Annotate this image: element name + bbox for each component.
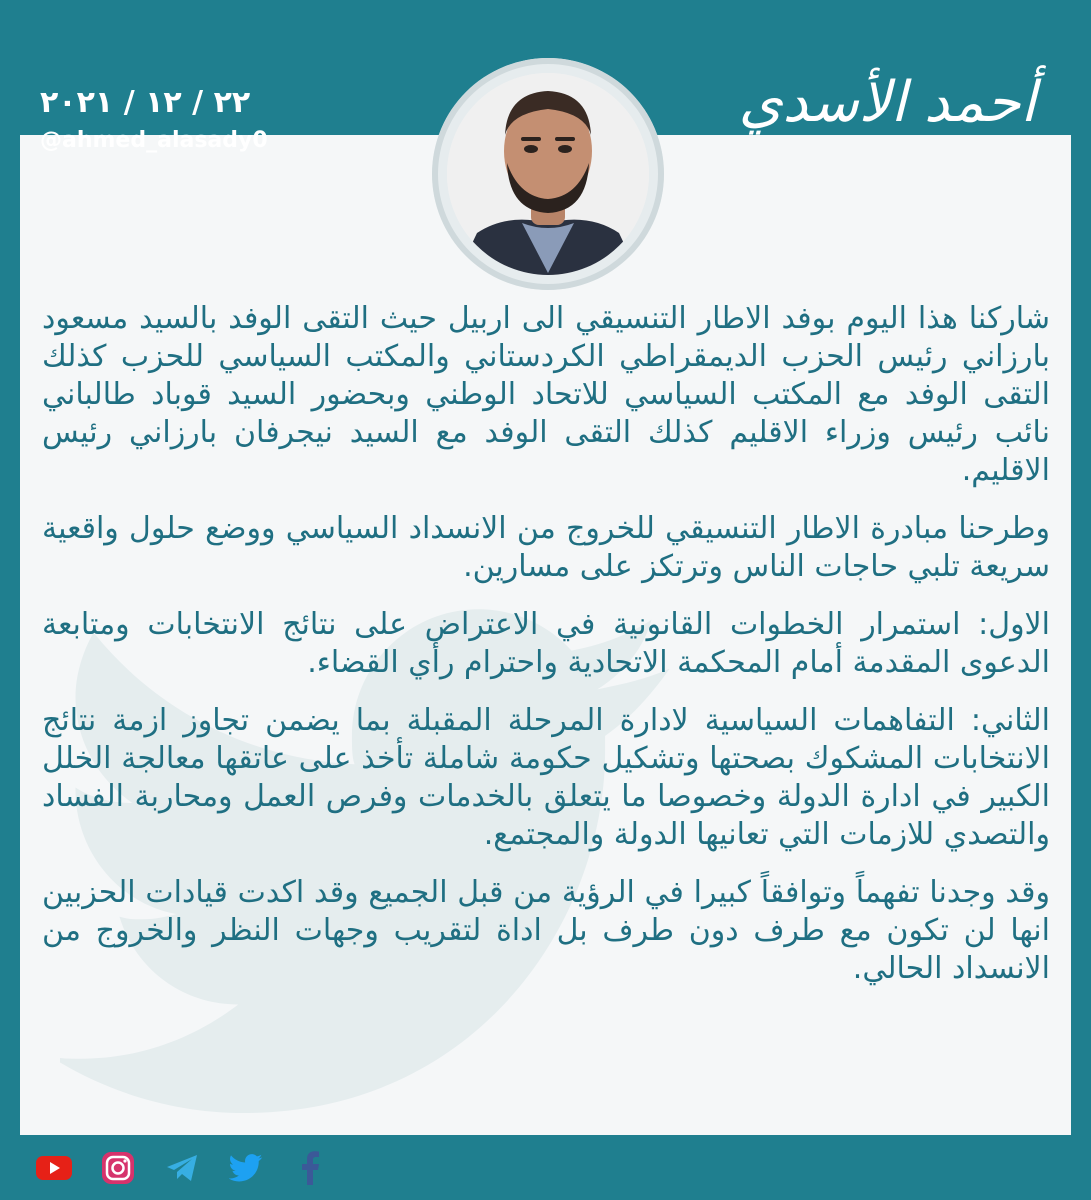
paragraph-5: وقد وجدنا تفهماً وتوافقاً كبيرا في الرؤية من قبل الجميع وقد اكدت قيادات الحزبين انها لن تكون مع طرف دون طرف بل اداة لتقريب وجهات النظر والخروج من الانسداد الحالي. — [42, 875, 1050, 986]
youtube-icon[interactable] — [36, 1150, 72, 1186]
social-links — [36, 1148, 328, 1188]
twitter-handle[interactable]: @ahmed_alasady0 — [40, 128, 268, 153]
post-body — [42, 300, 1050, 1008]
post-date: ٢٢ / ١٢ / ٢٠٢١ — [40, 85, 251, 120]
twitter-icon[interactable] — [228, 1150, 264, 1186]
paragraph-2: وطرحنا مبادرة الاطار التنسيقي للخروج من الانسداد السياسي ووضع حلول واقعية سريعة تلبي حاجات الناس وترتكز على مسارين. — [42, 511, 1050, 584]
paragraph-4: الثاني: التفاهمات السياسية لادارة المرحلة المقبلة بما يضمن تجاوز ازمة نتائج الانتخابات المشكوك بصحتها وتشكيل حكومة شاملة تأخذ على عاتقها معالجة الخلل الكبير في ادارة الدولة وخصوصا ما يتعلق بالخدمات وفرص العمل ومحاربة الفساد والتصدي للازمات التي تعانيها الدولة والمجتمع. — [42, 703, 1050, 852]
facebook-icon[interactable] — [292, 1150, 328, 1186]
telegram-icon[interactable] — [164, 1150, 200, 1186]
instagram-icon[interactable] — [100, 1150, 136, 1186]
paragraph-3: الاول: استمرار الخطوات القانونية في الاعتراض على نتائج الانتخابات ومتابعة الدعوى المقدمة أمام المحكمة الاتحادية واحترام رأي القضاء. — [42, 607, 1050, 680]
paragraph-1: شاركنا هذا اليوم بوفد الاطار التنسيقي الى اربيل حيث التقى الوفد بالسيد مسعود بارزاني رئيس الحزب الديمقراطي الكردستاني والمكتب السياسي للحزب كذلك التقى الوفد مع المكتب السياسي للاتحاد الوطني وبحضور السيد قوباد طالباني نائب رئيس وزراء الاقليم كذلك التقى الوفد مع السيد نيجرفان بارزاني رئيس الاقليم. — [42, 301, 1050, 488]
author-name: أحمد الأسدي — [738, 70, 1036, 135]
avatar — [447, 73, 649, 275]
